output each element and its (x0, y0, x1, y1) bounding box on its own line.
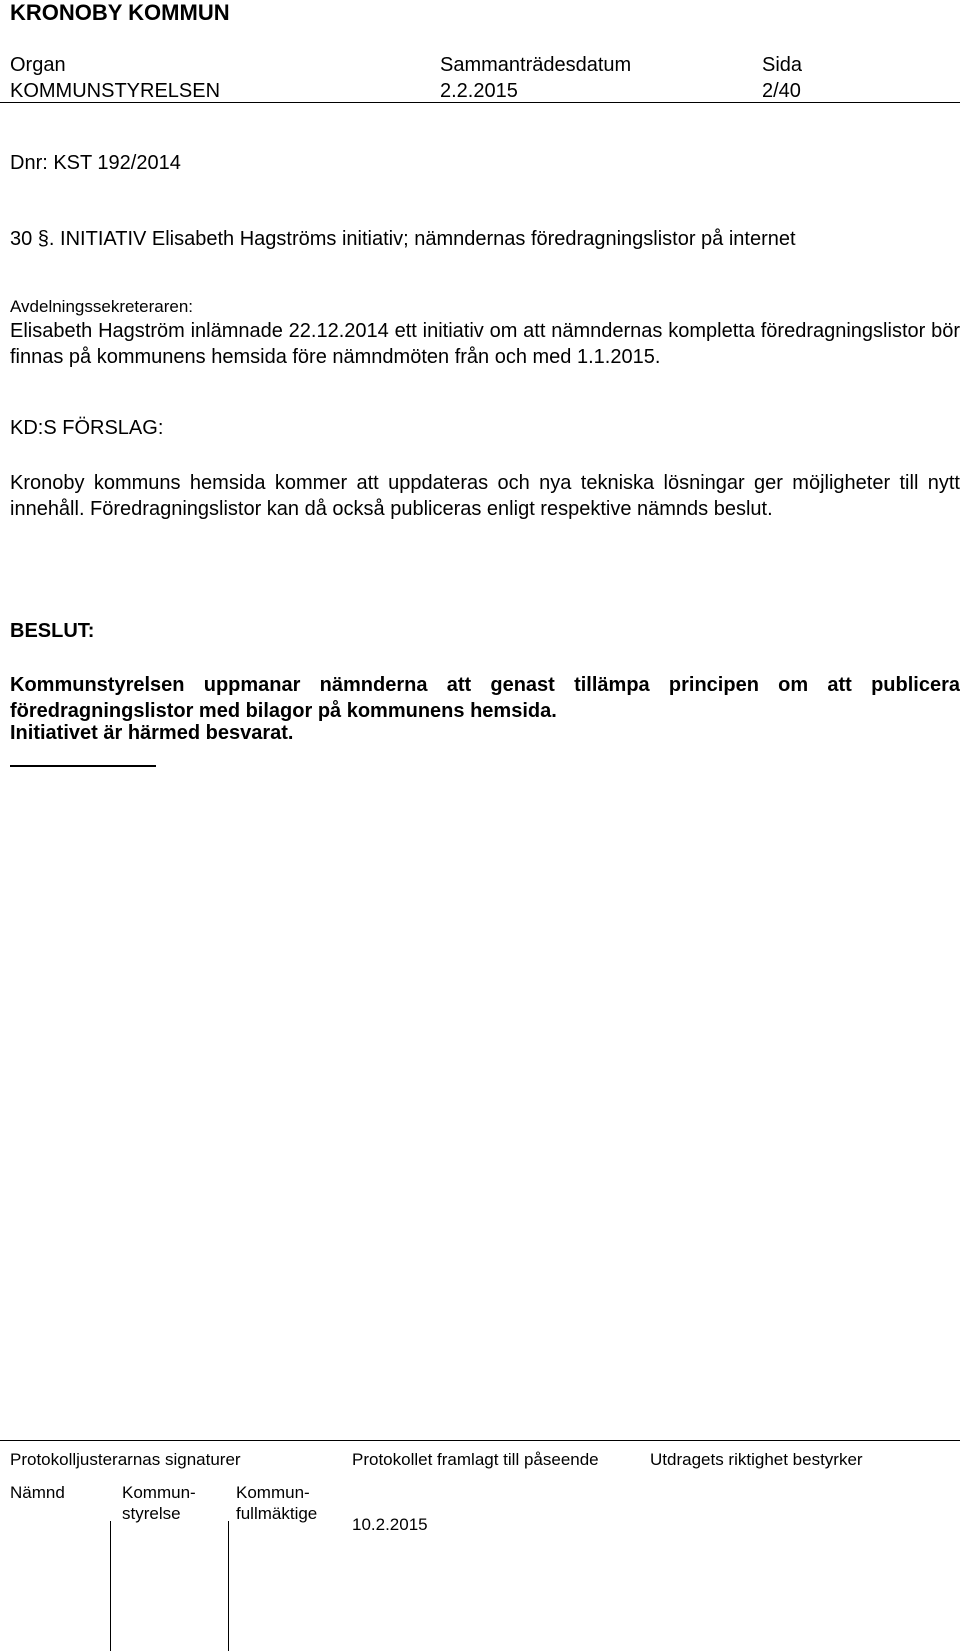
section-heading: 30 §. INITIATIV Elisabeth Hagströms initiativ; nämndernas föredragningslistor på internet (10, 228, 796, 250)
signature-col-ks-line1: Kommun- (122, 1483, 196, 1502)
proposal-text: Kronoby kommuns hemsida kommer att uppdateras och nya tekniska lösningar ger möjligheter till nytt innehåll. Föredragningslistor kan då också publiceras enligt respektive nämnds beslut. (10, 472, 960, 520)
page-label: Sida (762, 54, 803, 76)
signature-col-kf-line2: fullmäktige (236, 1504, 318, 1523)
signature-divider (228, 1521, 229, 1651)
organ-value: KOMMUNSTYRELSEN (10, 80, 221, 102)
secretary-label: Avdelningssekreteraren: (10, 297, 194, 316)
signature-col-kf-line1: Kommun- (236, 1483, 310, 1502)
section-end-rule (10, 765, 156, 767)
proposal-label: KD:S FÖRSLAG: (10, 417, 164, 439)
meeting-date-label: Sammanträdesdatum (440, 54, 632, 76)
municipality-title: KRONOBY KOMMUN (10, 0, 230, 25)
case-number: Dnr: KST 192/2014 (10, 152, 181, 174)
signatures-label: Protokolljusterarnas signaturer (10, 1450, 241, 1469)
footer-divider (0, 1440, 960, 1441)
certified-label: Utdragets riktighet bestyrker (650, 1450, 863, 1469)
page-number: 2/40 (762, 80, 801, 102)
meeting-date-value: 2.2.2015 (440, 80, 518, 102)
decision-closing: Initiativet är härmed besvarat. (10, 722, 294, 744)
decision-label: BESLUT: (10, 620, 95, 642)
signature-col-ks-line2: styrelse (122, 1504, 181, 1523)
presented-label: Protokollet framlagt till påseende (352, 1450, 599, 1469)
header-divider (0, 102, 960, 103)
signature-col-namnd: Nämnd (10, 1483, 65, 1502)
organ-label: Organ (10, 54, 66, 76)
presented-date: 10.2.2015 (352, 1515, 428, 1534)
decision-text: Kommunstyrelsen uppmanar nämnderna att genast tillämpa principen om att publicera föredragningslistor med bilagor på kommunens hemsida. (10, 674, 960, 722)
initiative-text: Elisabeth Hagström inlämnade 22.12.2014 ett initiativ om att nämndernas kompletta föredragningslistor bör finnas på kommunens hemsida före nämndmöten från och med 1.1.2015. (10, 320, 960, 368)
signature-divider (110, 1521, 111, 1651)
